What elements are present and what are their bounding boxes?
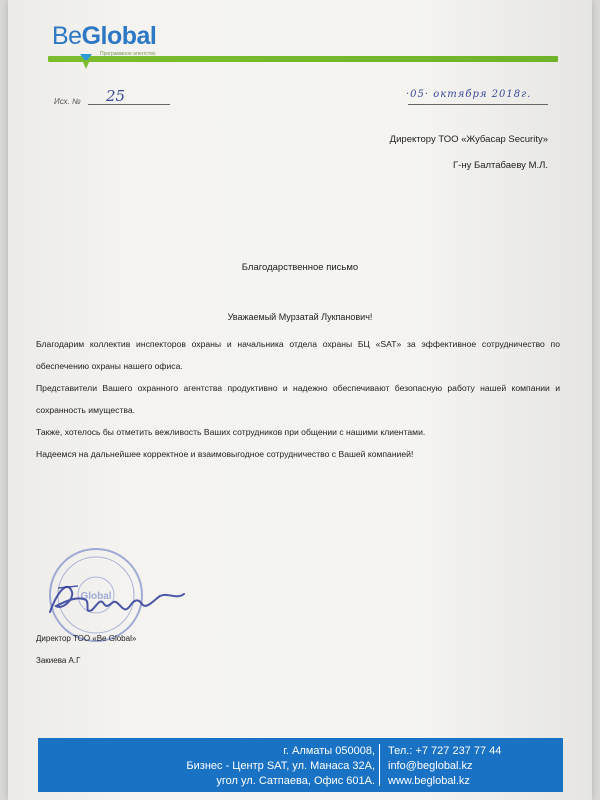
contact-email: info@beglobal.kz [388, 760, 473, 772]
letter-title: Благодарственное письмо [241, 262, 359, 273]
contact-website: www.beglobal.kz [388, 775, 470, 787]
company-logo [52, 22, 156, 51]
footer-divider [379, 744, 380, 786]
recipient-line-1: Директору ТОО «Жубасар Security» [389, 134, 548, 145]
footer-band [38, 738, 563, 792]
letter-greeting: Уважаемый Мурзатай Лукпанович! [227, 312, 373, 322]
signatory-name: Закиева А.Г [36, 656, 81, 665]
paragraph-2: Представители Вашего охранного агентства продуктивно и надежно обеспечивают безопасную работу нашей компании и сохранность имущества. [36, 383, 560, 415]
logo-leaf-icon [78, 52, 94, 70]
logo-tagline: Программное агентство [100, 51, 156, 57]
address-line-3: угол ул. Сатпаева, Офис 601А. [216, 775, 375, 787]
ref-number: 25 [106, 87, 126, 105]
paragraph-1: Благодарим коллектив инспекторов охраны и начальника отдела охраны БЦ «SAT» за эффективное сотрудничество по обеспечению охраны нашего офиса. [36, 339, 560, 371]
ref-underline [88, 104, 170, 105]
address-line-2: Бизнес - Центр SAT, ул. Манаса 32А, [186, 760, 375, 772]
footer-address [186, 744, 375, 789]
letter-date: ·05· октября 2018г. [406, 89, 532, 100]
contact-phone: Тел.: +7 727 237 77 44 [388, 745, 502, 757]
ref-label: Исх. № [54, 97, 81, 106]
footer-contacts [388, 744, 501, 789]
handwritten-signature [38, 570, 198, 630]
signatory-title: Директор ТОО «Be Global» [36, 634, 137, 643]
letter-page [8, 0, 592, 800]
recipient-line-2: Г-ну Балтабаеву М.Л. [453, 160, 548, 171]
svg-text:Global: Global [80, 591, 112, 602]
date-underline [408, 104, 548, 105]
paragraph-4: Надеемся на дальнейшее корректное и взаимовыгодное сотрудничество с Вашей компанией! [36, 449, 414, 459]
logo-global: Global [81, 22, 157, 50]
address-line-1: г. Алматы 050008, [283, 745, 375, 757]
logo-be: Be [52, 22, 82, 50]
paragraph-3: Также, хотелось бы отметить вежливость Ваших сотрудников при общении с нашими клиентами. [36, 427, 426, 437]
